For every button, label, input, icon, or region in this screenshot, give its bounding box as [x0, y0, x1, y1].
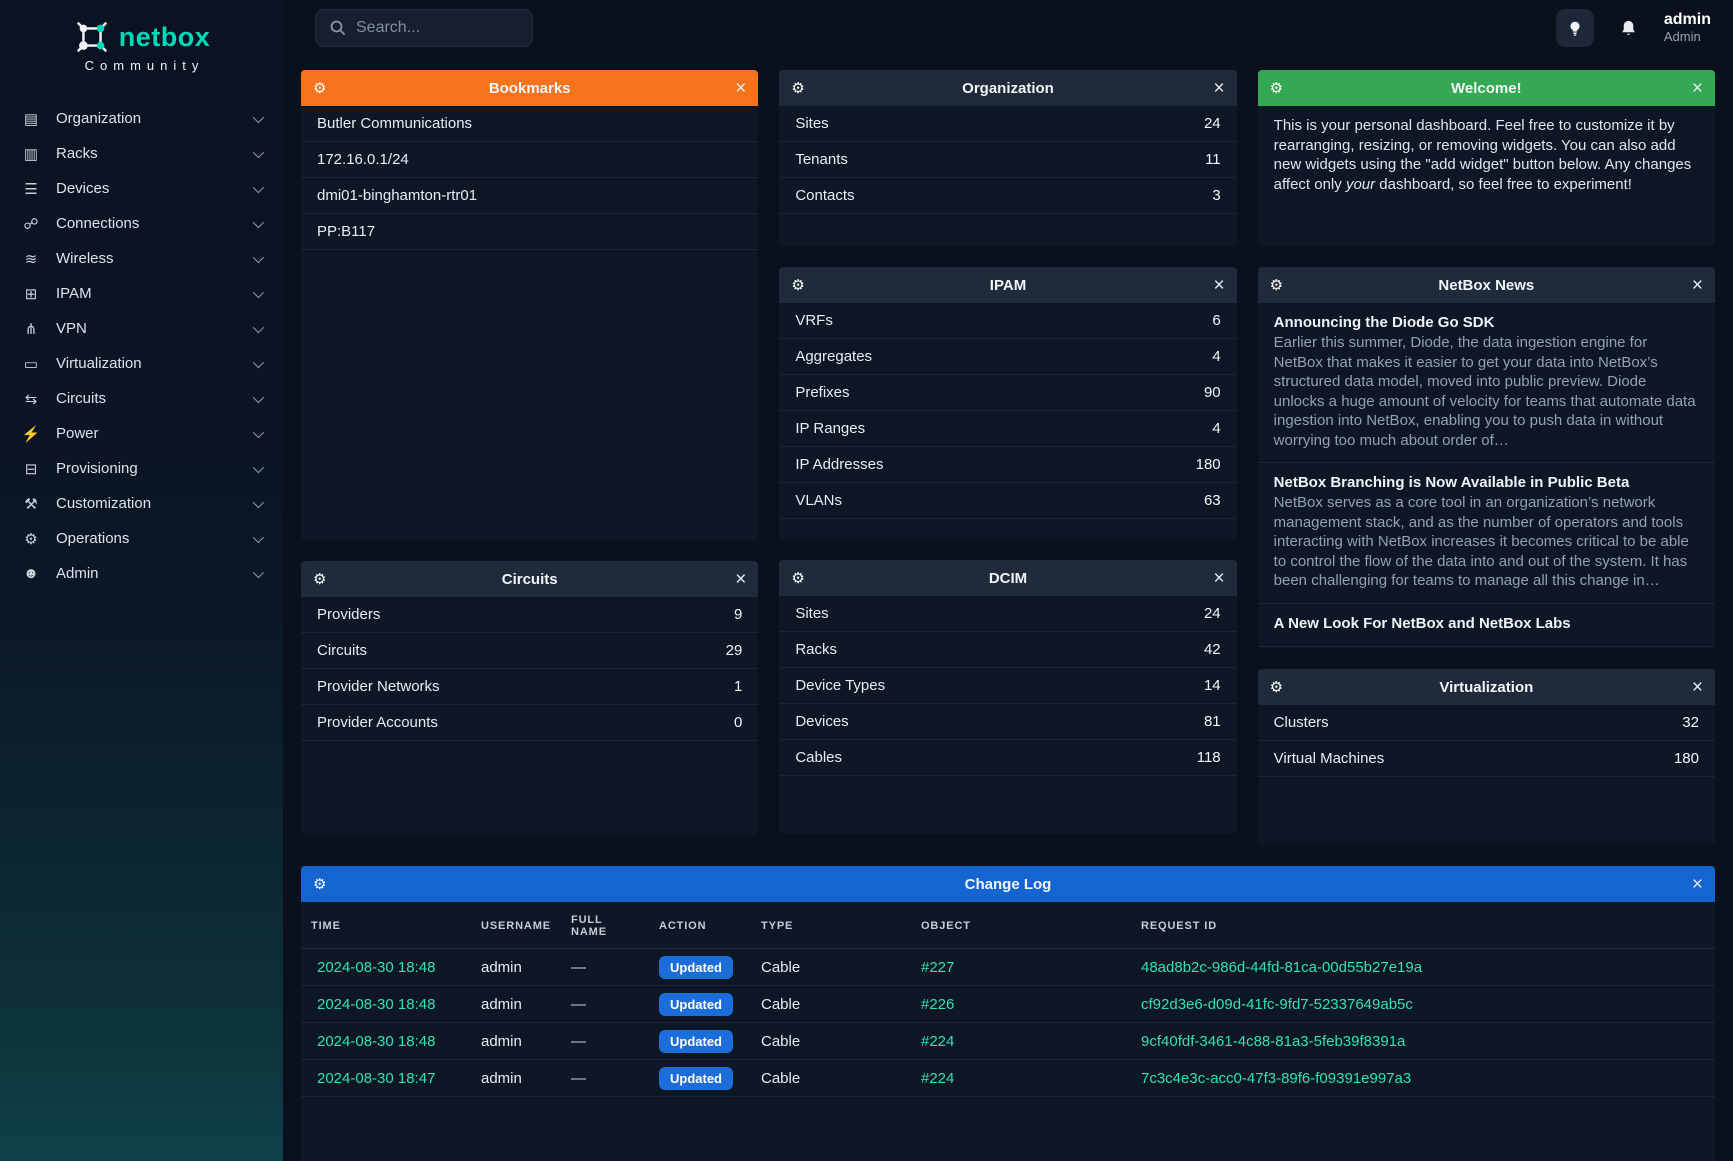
widget-title: IPAM [989, 276, 1027, 294]
widget-title: Bookmarks [488, 79, 571, 97]
stat-label[interactable]: Sites [795, 115, 829, 132]
lightbulb-icon [1566, 19, 1584, 37]
gear-icon[interactable]: ⚙ [313, 80, 327, 97]
sidebar [0, 0, 283, 1161]
user-role: Admin [1663, 28, 1701, 44]
stat-value[interactable]: 3 [1212, 187, 1221, 204]
chevron-down-icon [253, 426, 264, 437]
stat-value[interactable]: 24 [1203, 115, 1221, 132]
sidebar-item[interactable] [0, 171, 283, 206]
stat-value[interactable]: 81 [1203, 713, 1221, 730]
column-header: FULL NAME [561, 902, 649, 949]
column-header: TYPE [751, 902, 911, 949]
chevron-down-icon [253, 391, 264, 402]
chevron-down-icon [253, 566, 264, 577]
chevron-down-icon [253, 286, 264, 297]
stat-row [301, 705, 758, 741]
sidebar-item[interactable] [0, 381, 283, 416]
stat-label[interactable]: Racks [795, 641, 838, 658]
sidebar-item[interactable] [0, 486, 283, 521]
full-name-cell: — [561, 986, 649, 1023]
request-id-link[interactable]: 7c3c4e3c-acc0-47f3-89f6-f09391e997a3 [1131, 1060, 1715, 1097]
gear-icon[interactable]: ⚙ [791, 570, 805, 587]
sidebar-item-label: Power [56, 425, 99, 442]
column-header: REQUEST ID [1131, 902, 1715, 949]
type-cell: Cable [751, 1023, 911, 1060]
gear-icon[interactable]: ⚙ [1269, 679, 1284, 696]
gear-icon[interactable]: ⚙ [313, 876, 327, 893]
sidebar-item[interactable] [0, 206, 283, 241]
change-log-row [301, 949, 1715, 986]
sidebar-item[interactable] [0, 346, 283, 381]
sidebar-item-label: Circuits [56, 390, 107, 407]
type-cell: Cable [751, 986, 911, 1023]
stat-value[interactable]: 63 [1203, 492, 1221, 509]
stat-row [779, 339, 1236, 375]
news-headline[interactable]: Announcing the Diode Go SDK [1273, 314, 1495, 331]
widget-title: Welcome! [1451, 79, 1522, 97]
sidebar-item[interactable] [0, 311, 283, 346]
stat-label[interactable]: Circuits [317, 642, 368, 659]
widget-title: Change Log [964, 875, 1052, 893]
stat-label[interactable]: Provider Accounts [317, 714, 438, 731]
stat-label[interactable]: VLANs [795, 492, 843, 509]
time-link[interactable]: 2024-08-30 18:48 [301, 1023, 471, 1060]
request-id-link[interactable]: 9cf40fdf-3461-4c88-81a3-5feb39f8391a [1131, 1023, 1715, 1060]
close-icon[interactable]: × [1691, 873, 1703, 895]
customization-icon: ⚒ [24, 495, 38, 513]
change-log-row [301, 1023, 1715, 1060]
user-name: admin [1663, 11, 1711, 29]
admin-icon: ☻ [23, 565, 39, 582]
close-icon[interactable]: × [735, 568, 747, 590]
stat-label[interactable]: Device Types [795, 677, 886, 694]
stat-value[interactable]: 42 [1203, 641, 1221, 658]
widget-title: Virtualization [1439, 678, 1534, 696]
stat-label[interactable]: Contacts [795, 187, 855, 204]
stat-value[interactable]: 4 [1212, 348, 1221, 365]
bookmark-link[interactable]: dmi01-binghamton-rtr01 [301, 178, 758, 214]
stat-row [779, 483, 1236, 519]
username-cell: admin [471, 949, 561, 986]
username-cell: admin [471, 1023, 561, 1060]
chevron-down-icon [253, 111, 264, 122]
object-link[interactable]: #226 [911, 986, 1131, 1023]
ipam-icon: ⊞ [24, 285, 38, 303]
sidebar-item[interactable] [0, 101, 283, 136]
chevron-down-icon [253, 531, 264, 542]
stat-value[interactable]: 9 [733, 606, 743, 623]
widget-title: Organization [962, 79, 1054, 97]
stat-label[interactable]: Tenants [795, 151, 848, 168]
bell-icon [1619, 19, 1638, 38]
widget-circuits [301, 561, 758, 835]
welcome-text: This is your personal dashboard. Feel free to customize it by rearranging, resizing, or removing widgets. You can also add new widgets using the "add widget" button below. Any changes affect only your dashboard, so feel free to experiment! [1273, 117, 1692, 193]
widget-netbox-news [1258, 267, 1715, 648]
stat-row [301, 633, 758, 669]
stat-value[interactable]: 24 [1203, 605, 1221, 622]
chevron-down-icon [253, 181, 264, 192]
close-icon[interactable]: × [1691, 77, 1703, 99]
stat-row [779, 142, 1236, 178]
object-link[interactable]: #224 [911, 1060, 1131, 1097]
wireless-icon: ≋ [24, 250, 38, 268]
stat-row [779, 303, 1236, 339]
widget-title: Circuits [501, 570, 558, 588]
chevron-down-icon [253, 251, 264, 262]
widget-virtualization [1258, 669, 1715, 845]
stat-row [779, 632, 1236, 668]
provisioning-icon: ⊟ [24, 460, 38, 478]
widget-change-log [301, 866, 1715, 1161]
brand[interactable] [0, 12, 283, 87]
stat-row [779, 740, 1236, 776]
sidebar-item-label: Connections [56, 215, 140, 232]
stat-label[interactable]: Provider Networks [317, 678, 440, 695]
organization-icon: ▤ [23, 110, 39, 128]
username-cell: admin [471, 986, 561, 1023]
request-id-link[interactable]: 48ad8b2c-986d-44fd-81ca-00d55b27e19a [1131, 949, 1715, 986]
connections-icon: ☍ [23, 215, 39, 233]
stat-label[interactable]: Clusters [1273, 714, 1329, 731]
full-name-cell: — [561, 1060, 649, 1097]
column-header: USERNAME [471, 902, 561, 949]
chevron-down-icon [253, 146, 264, 157]
sidebar-item-label: Admin [56, 565, 99, 582]
stat-label[interactable]: Prefixes [795, 384, 850, 401]
close-icon[interactable]: × [1213, 274, 1225, 296]
action-cell [649, 986, 751, 1023]
operations-icon: ⚙ [24, 530, 38, 548]
theme-toggle-button[interactable] [1556, 9, 1594, 47]
brand-subtitle: Community [84, 58, 205, 73]
widget-bookmarks [301, 70, 758, 540]
action-cell [649, 1060, 751, 1097]
close-icon[interactable]: × [1691, 676, 1703, 698]
sidebar-item[interactable] [0, 451, 283, 486]
stat-row [779, 596, 1236, 632]
stat-row [779, 375, 1236, 411]
brand-name: netbox [118, 21, 211, 52]
news-headline[interactable]: A New Look For NetBox and NetBox Labs [1273, 614, 1571, 632]
stat-value[interactable]: 4 [1212, 420, 1221, 437]
stat-value[interactable]: 0 [733, 714, 743, 731]
notifications-button[interactable] [1610, 9, 1648, 47]
gear-icon[interactable]: ⚙ [791, 277, 805, 294]
search-box[interactable] [315, 9, 533, 47]
stat-value[interactable]: 1 [733, 678, 743, 695]
stat-row [779, 178, 1236, 214]
change-log-row [301, 986, 1715, 1023]
gear-icon[interactable]: ⚙ [1269, 277, 1284, 294]
stat-value[interactable]: 14 [1203, 677, 1221, 694]
sidebar-item[interactable] [0, 276, 283, 311]
chevron-down-icon [253, 321, 264, 332]
power-icon: ⚡ [21, 425, 41, 443]
stat-row [779, 411, 1236, 447]
sidebar-item-label: Wireless [56, 250, 114, 267]
sidebar-item[interactable] [0, 241, 283, 276]
stat-label[interactable]: VRFs [795, 312, 833, 329]
bookmark-link[interactable]: PP:B117 [301, 214, 758, 250]
column-header: ACTION [649, 902, 751, 949]
sidebar-nav [0, 101, 283, 591]
stat-label[interactable]: Aggregates [795, 348, 873, 365]
stat-label[interactable]: Virtual Machines [1273, 750, 1385, 767]
chevron-down-icon [253, 216, 264, 227]
sidebar-item-label: Customization [56, 495, 152, 512]
stat-value[interactable]: 90 [1203, 384, 1221, 401]
circuits-icon: ⇆ [24, 390, 38, 408]
stat-value[interactable]: 180 [1673, 750, 1699, 767]
request-id-link[interactable]: cf92d3e6-d09d-41fc-9fd7-52337649ab5c [1131, 986, 1715, 1023]
user-menu[interactable] [1664, 11, 1715, 44]
action-cell [649, 949, 751, 986]
stat-row [301, 597, 758, 633]
sidebar-item[interactable] [0, 136, 283, 171]
stat-value[interactable]: 118 [1196, 749, 1221, 766]
sidebar-item-label: Racks [56, 145, 98, 162]
stat-value[interactable]: 180 [1195, 456, 1221, 473]
close-icon[interactable]: × [735, 77, 747, 99]
racks-icon: ▥ [23, 145, 39, 163]
sidebar-item[interactable] [0, 521, 283, 556]
stat-label[interactable]: Cables [795, 749, 843, 766]
action-badge: Updated [659, 1067, 733, 1090]
news-item [1258, 604, 1715, 647]
sidebar-item-label: Devices [56, 180, 110, 197]
time-link[interactable]: 2024-08-30 18:48 [301, 949, 471, 986]
vpn-icon: ⋔ [24, 320, 38, 338]
gear-icon[interactable]: ⚙ [313, 571, 327, 588]
sidebar-item-label: Operations [56, 530, 130, 547]
time-link[interactable]: 2024-08-30 18:48 [301, 986, 471, 1023]
stat-value[interactable]: 6 [1212, 312, 1221, 329]
stat-value[interactable]: 11 [1205, 151, 1221, 168]
sidebar-item-label: Organization [56, 110, 142, 127]
stat-row [301, 669, 758, 705]
close-icon[interactable]: × [1691, 274, 1703, 296]
sidebar-item-label: Virtualization [56, 355, 142, 372]
type-cell: Cable [751, 949, 911, 986]
change-log-row [301, 1060, 1715, 1097]
object-link[interactable]: #227 [911, 949, 1131, 986]
column-header: TIME [301, 902, 471, 949]
sidebar-item[interactable] [0, 416, 283, 451]
action-badge: Updated [659, 993, 733, 1016]
stat-row [779, 447, 1236, 483]
widget-welcome [1258, 70, 1715, 246]
full-name-cell: — [561, 949, 649, 986]
chevron-down-icon [253, 461, 264, 472]
widget-ipam [779, 267, 1236, 539]
sidebar-item-label: VPN [56, 320, 87, 337]
stat-label[interactable]: IP Addresses [795, 456, 884, 473]
action-badge: Updated [659, 956, 733, 979]
widget-dcim [779, 560, 1236, 834]
virtualization-icon: ▭ [23, 355, 39, 373]
stat-row [1258, 705, 1715, 741]
close-icon[interactable]: × [1213, 77, 1225, 99]
stat-row [779, 704, 1236, 740]
full-name-cell: — [561, 1023, 649, 1060]
dashboard [301, 70, 1715, 845]
change-log-table [301, 902, 1715, 1097]
topbar [301, 0, 1715, 56]
news-body: NetBox serves as a core tool in an organization’s network management stack, and as the number of operators and tools interacting with NetBox increases it becomes critical to be able to control the flow of the data into and out of the system. It has been challenging for teams to manage all this change in… [1273, 494, 1689, 589]
stat-value[interactable]: 29 [725, 642, 743, 659]
widget-title: DCIM [988, 569, 1028, 587]
search-icon [330, 20, 346, 36]
sidebar-item-label: IPAM [56, 285, 92, 302]
stat-row [779, 106, 1236, 142]
widget-title: NetBox News [1438, 276, 1535, 294]
news-headline[interactable]: NetBox Branching is Now Available in Public Beta [1273, 474, 1630, 491]
chevron-down-icon [253, 496, 264, 507]
gear-icon[interactable]: ⚙ [1269, 80, 1284, 97]
username-cell: admin [471, 1060, 561, 1097]
main-area [283, 0, 1733, 1161]
stat-label[interactable]: IP Ranges [795, 420, 866, 437]
close-icon[interactable]: × [1213, 567, 1225, 589]
chevron-down-icon [253, 356, 264, 367]
stat-row [1258, 741, 1715, 777]
news-item [1258, 463, 1715, 604]
stat-label[interactable]: Providers [317, 606, 381, 623]
news-body: Earlier this summer, Diode, the data ingestion engine for NetBox that makes it easier to get your data into NetBox’s structured data model, moved into public preview. Diode unlocks a huge amount of velocity for teams that automate data ingestion into NetBox, enabling you to push data in without worrying too much about order of… [1273, 334, 1696, 449]
sidebar-item[interactable] [0, 556, 283, 591]
bookmark-link[interactable]: 172.16.0.1/24 [301, 142, 758, 178]
stat-label[interactable]: Devices [795, 713, 849, 730]
search-input[interactable] [356, 19, 506, 37]
gear-icon[interactable]: ⚙ [791, 80, 805, 97]
stat-value[interactable]: 32 [1682, 714, 1699, 731]
stat-label[interactable]: Sites [795, 605, 829, 622]
news-item [1258, 303, 1715, 463]
type-cell: Cable [751, 1060, 911, 1097]
sidebar-item-label: Provisioning [56, 460, 138, 477]
action-badge: Updated [659, 1030, 733, 1053]
netbox-logo-icon [73, 18, 111, 56]
column-header: OBJECT [911, 902, 1131, 949]
object-link[interactable]: #224 [911, 1023, 1131, 1060]
widget-organization [779, 70, 1236, 246]
bookmark-link[interactable]: Butler Communications [301, 106, 758, 142]
action-cell [649, 1023, 751, 1060]
stat-row [779, 668, 1236, 704]
devices-icon: ☰ [24, 180, 38, 198]
time-link[interactable]: 2024-08-30 18:47 [301, 1060, 471, 1097]
